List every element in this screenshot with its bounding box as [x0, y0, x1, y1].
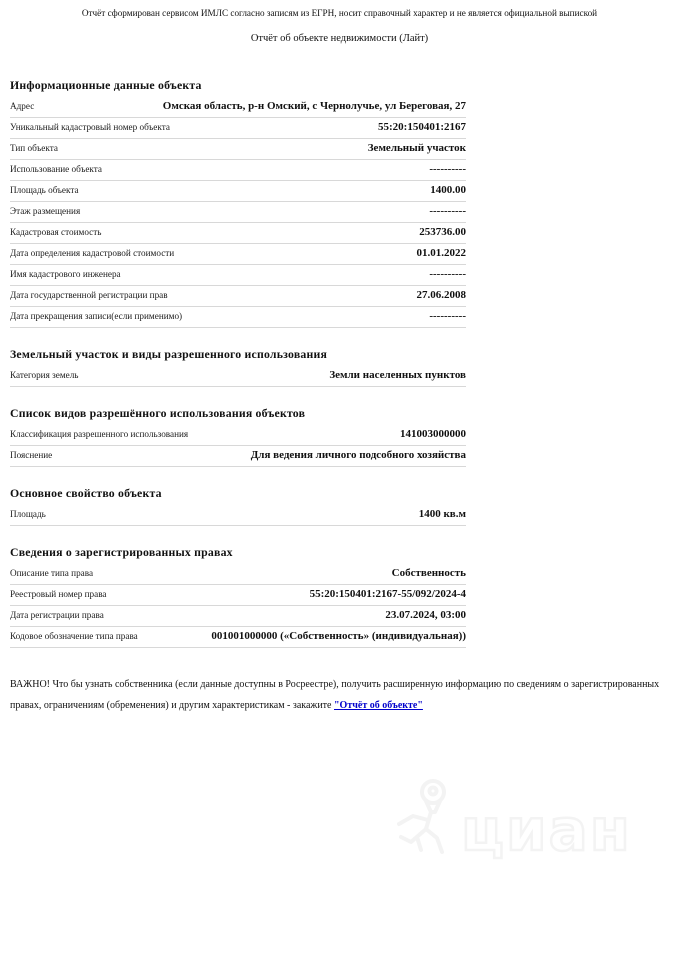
land-use-table	[10, 366, 466, 387]
order-full-report-link[interactable]: "Отчёт об объекте"	[334, 700, 423, 711]
row-label: Дата прекращения записи(если применимо)	[10, 311, 183, 321]
row-label: Описание типа права	[10, 568, 94, 578]
row-value: Собственность	[391, 567, 466, 579]
important-note-text: ВАЖНО! Что бы узнать собственника (если данные доступны в Росреестре), получить расширенную информацию по сведениям о зарегистрированных правах, ограничениям (обременения) и другим характеристикам - закажите	[10, 679, 660, 711]
row-value: ----------	[429, 205, 466, 217]
table-row	[10, 286, 466, 307]
table-row	[10, 265, 466, 286]
table-row	[10, 244, 466, 265]
table-row	[10, 366, 466, 387]
row-value: Омская область, р-н Омский, с Чернолучье, ул Береговая, 27	[162, 100, 466, 112]
row-label: Использование объекта	[10, 164, 102, 174]
row-label: Дата регистрации права	[10, 610, 104, 620]
table-row	[10, 118, 466, 139]
row-value: 253736.00	[419, 226, 466, 238]
table-row	[10, 139, 466, 160]
main-property-table	[10, 505, 466, 526]
row-label: Пояснение	[10, 450, 53, 460]
row-value: 141003000000	[400, 428, 466, 440]
table-row	[10, 202, 466, 223]
section-heading-permitted-use: Список видов разрешённого использования объектов	[10, 406, 306, 420]
row-label: Реестровый номер права	[10, 589, 107, 599]
section-heading-registered-rights: Сведения о зарегистрированных правах	[10, 545, 233, 559]
row-value: Для ведения личного подсобного хозяйства	[250, 449, 466, 461]
section-heading-object-info: Информационные данные объекта	[10, 78, 202, 92]
table-row	[10, 307, 466, 328]
row-value: ----------	[429, 163, 466, 175]
report-disclaimer: Отчёт сформирован сервисом ИМЛС согласно записям из ЕГРН, носит справочный характер и не является официальной выпиской	[81, 8, 598, 18]
table-row	[10, 505, 466, 526]
report-title: Отчёт об объекте недвижимости (Лайт)	[250, 33, 429, 44]
row-label: Площадь объекта	[10, 185, 79, 195]
table-row	[10, 223, 466, 244]
row-label: Классификация разрешенного использования	[10, 429, 189, 439]
row-value: 1400 кв.м	[418, 508, 466, 520]
row-value: 001001000000 («Собственность» (индивидуальная))	[211, 630, 466, 642]
row-value: 55:20:150401:2167	[378, 121, 466, 133]
table-row	[10, 425, 466, 446]
row-label: Адрес	[10, 101, 35, 111]
object-info-table	[10, 97, 466, 328]
table-row	[10, 627, 466, 648]
cian-watermark-text: циан	[461, 796, 632, 864]
row-label: Дата определения кадастровой стоимости	[10, 248, 175, 258]
table-row	[10, 446, 466, 467]
row-label: Тип объекта	[10, 143, 58, 153]
row-value: ----------	[429, 310, 466, 322]
row-label: Площадь	[10, 509, 46, 519]
cian-person-icon	[399, 781, 444, 852]
section-heading-land-use: Земельный участок и виды разрешенного использования	[10, 347, 328, 361]
row-value: Земельный участок	[367, 142, 466, 154]
section-heading-main-property: Основное свойство объекта	[10, 486, 162, 500]
row-label: Кадастровая стоимость	[10, 227, 102, 237]
cian-watermark	[393, 776, 633, 868]
row-label: Уникальный кадастровый номер объекта	[10, 122, 170, 132]
table-row	[10, 97, 466, 118]
row-label: Дата государственной регистрации прав	[10, 290, 168, 300]
row-value: 55:20:150401:2167-55/092/2024-4	[309, 588, 466, 600]
row-label: Имя кадастрового инженера	[10, 269, 121, 279]
table-row	[10, 564, 466, 585]
row-value: 23.07.2024, 03:00	[385, 609, 466, 621]
table-row	[10, 160, 466, 181]
table-row	[10, 181, 466, 202]
row-value: ----------	[429, 268, 466, 280]
permitted-use-table	[10, 425, 466, 467]
row-value: Земли населенных пунктов	[329, 369, 466, 381]
registered-rights-table	[10, 564, 466, 648]
important-note	[10, 674, 665, 716]
table-row	[10, 606, 466, 627]
row-label: Кодовое обозначение типа права	[10, 631, 138, 641]
row-value: 1400.00	[430, 184, 466, 196]
row-label: Этаж размещения	[10, 206, 81, 216]
row-value: 01.01.2022	[416, 247, 466, 259]
row-value: 27.06.2008	[416, 289, 466, 301]
row-label: Категория земель	[10, 370, 79, 380]
table-row	[10, 585, 466, 606]
